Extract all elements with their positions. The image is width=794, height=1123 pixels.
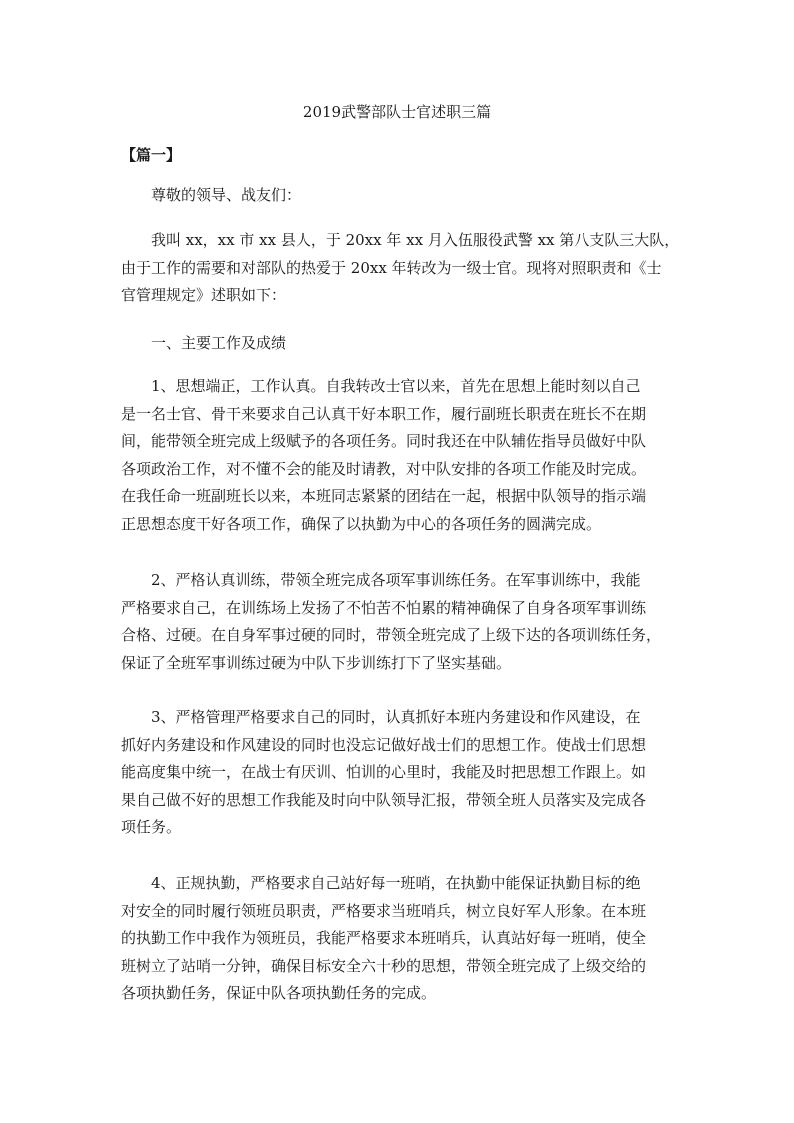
paragraph-line: 4、正规执勤，严格要求自己站好每一班哨，在执勤中能保证执勤目标的绝 bbox=[151, 874, 641, 892]
document-title: 2019武警部队士官述职三篇 bbox=[302, 103, 492, 121]
paragraph-line: 官管理规定》述职如下： bbox=[121, 286, 287, 304]
paragraph-line: 的执勤工作中我作为领班员，我能严格要求本班哨兵，认真站好每一班哨，使全 bbox=[121, 929, 647, 947]
paragraph-line: 1、思想端正，工作认真。自我转改士官以来，首先在思想上能时刻以自己 bbox=[151, 377, 641, 395]
paragraph-line: 各项执勤任务，保证中队各项执勤任务的完成。 bbox=[121, 984, 437, 1002]
section-heading: 【篇一】 bbox=[121, 146, 182, 164]
paragraph-line: 严格要求自己，在训练场上发扬了不怕苦不怕累的精神确保了自身各项军事训练 bbox=[121, 598, 647, 617]
subheading-line: 一、主要工作及成绩 bbox=[151, 334, 287, 352]
subheading-main-work bbox=[121, 330, 687, 358]
paragraph-line: 合格、过硬。在自身军事过硬的同时，带领全班完成了上级下达的各项训练任务， bbox=[121, 626, 662, 644]
paragraph-line: 由于工作的需要和对部队的热爱于 20xx 年转改为一级士官。现将对照职责和《士 bbox=[121, 258, 662, 277]
paragraph-item-1 bbox=[121, 373, 687, 538]
paragraph-line: 我叫 xx，xx 市 xx 县人，于 20xx 年 xx 月入伍服役武警 xx 第八支队三大队， bbox=[151, 231, 680, 249]
paragraph-line: 正思想态度干好各项工作，确保了以执勤为中心的各项任务的圆满完成。 bbox=[121, 514, 602, 533]
paragraph-line: 对安全的同时履行领班员职责，严格要求当班哨兵，树立良好军人形象。在本班 bbox=[121, 901, 647, 920]
paragraph-line: 在我任命一班副班长以来，本班同志紧紧的团结在一起，根据中队领导的指示端 bbox=[121, 487, 647, 505]
paragraph-line: 是一名士官、骨干来要求自己认真干好本职工作，履行副班长职责在班长不在期 bbox=[121, 404, 647, 423]
paragraph-line: 抓好内务建设和作风建设的同时也没忘记做好战士们的思想工作。使战士们思想 bbox=[121, 735, 647, 754]
greeting-line: 尊敬的领导、战友们： bbox=[151, 186, 302, 204]
paragraph-line: 2、严格认真训练，带领全班完成各项军事训练任务。在军事训练中，我能 bbox=[151, 571, 641, 589]
paragraph-item-2 bbox=[121, 567, 687, 677]
paragraph-line: 能高度集中统一，在战士有厌训、怕训的心里时，我能及时把思想工作跟上。如 bbox=[121, 763, 647, 781]
paragraph-intro bbox=[121, 227, 687, 310]
paragraph-line: 3、严格管理严格要求自己的同时，认真抓好本班内务建设和作风建设，在 bbox=[151, 708, 641, 726]
paragraph-line: 项任务。 bbox=[121, 818, 182, 836]
paragraph-line: 班树立了站哨一分钟，确保目标安全六十秒的思想，带领全班完成了上级交给的 bbox=[121, 956, 647, 975]
paragraph-item-4 bbox=[121, 870, 687, 1008]
paragraph-item-3 bbox=[121, 704, 687, 842]
paragraph-line: 间，能带领全班完成上级赋予的各项任务。同时我还在中队辅佐指导员做好中队 bbox=[121, 432, 647, 450]
paragraph-line: 果自己做不好的思想工作我能及时向中队领导汇报，带领全班人员落实及完成各 bbox=[121, 790, 647, 809]
paragraph-line: 保证了全班军事训练过硬为中队下步训练打下了坚实基础。 bbox=[121, 653, 512, 672]
greeting-block bbox=[121, 182, 687, 210]
paragraph-line: 各项政治工作，对不懂不会的能及时请教，对中队安排的各项工作能及时完成。 bbox=[121, 459, 647, 478]
